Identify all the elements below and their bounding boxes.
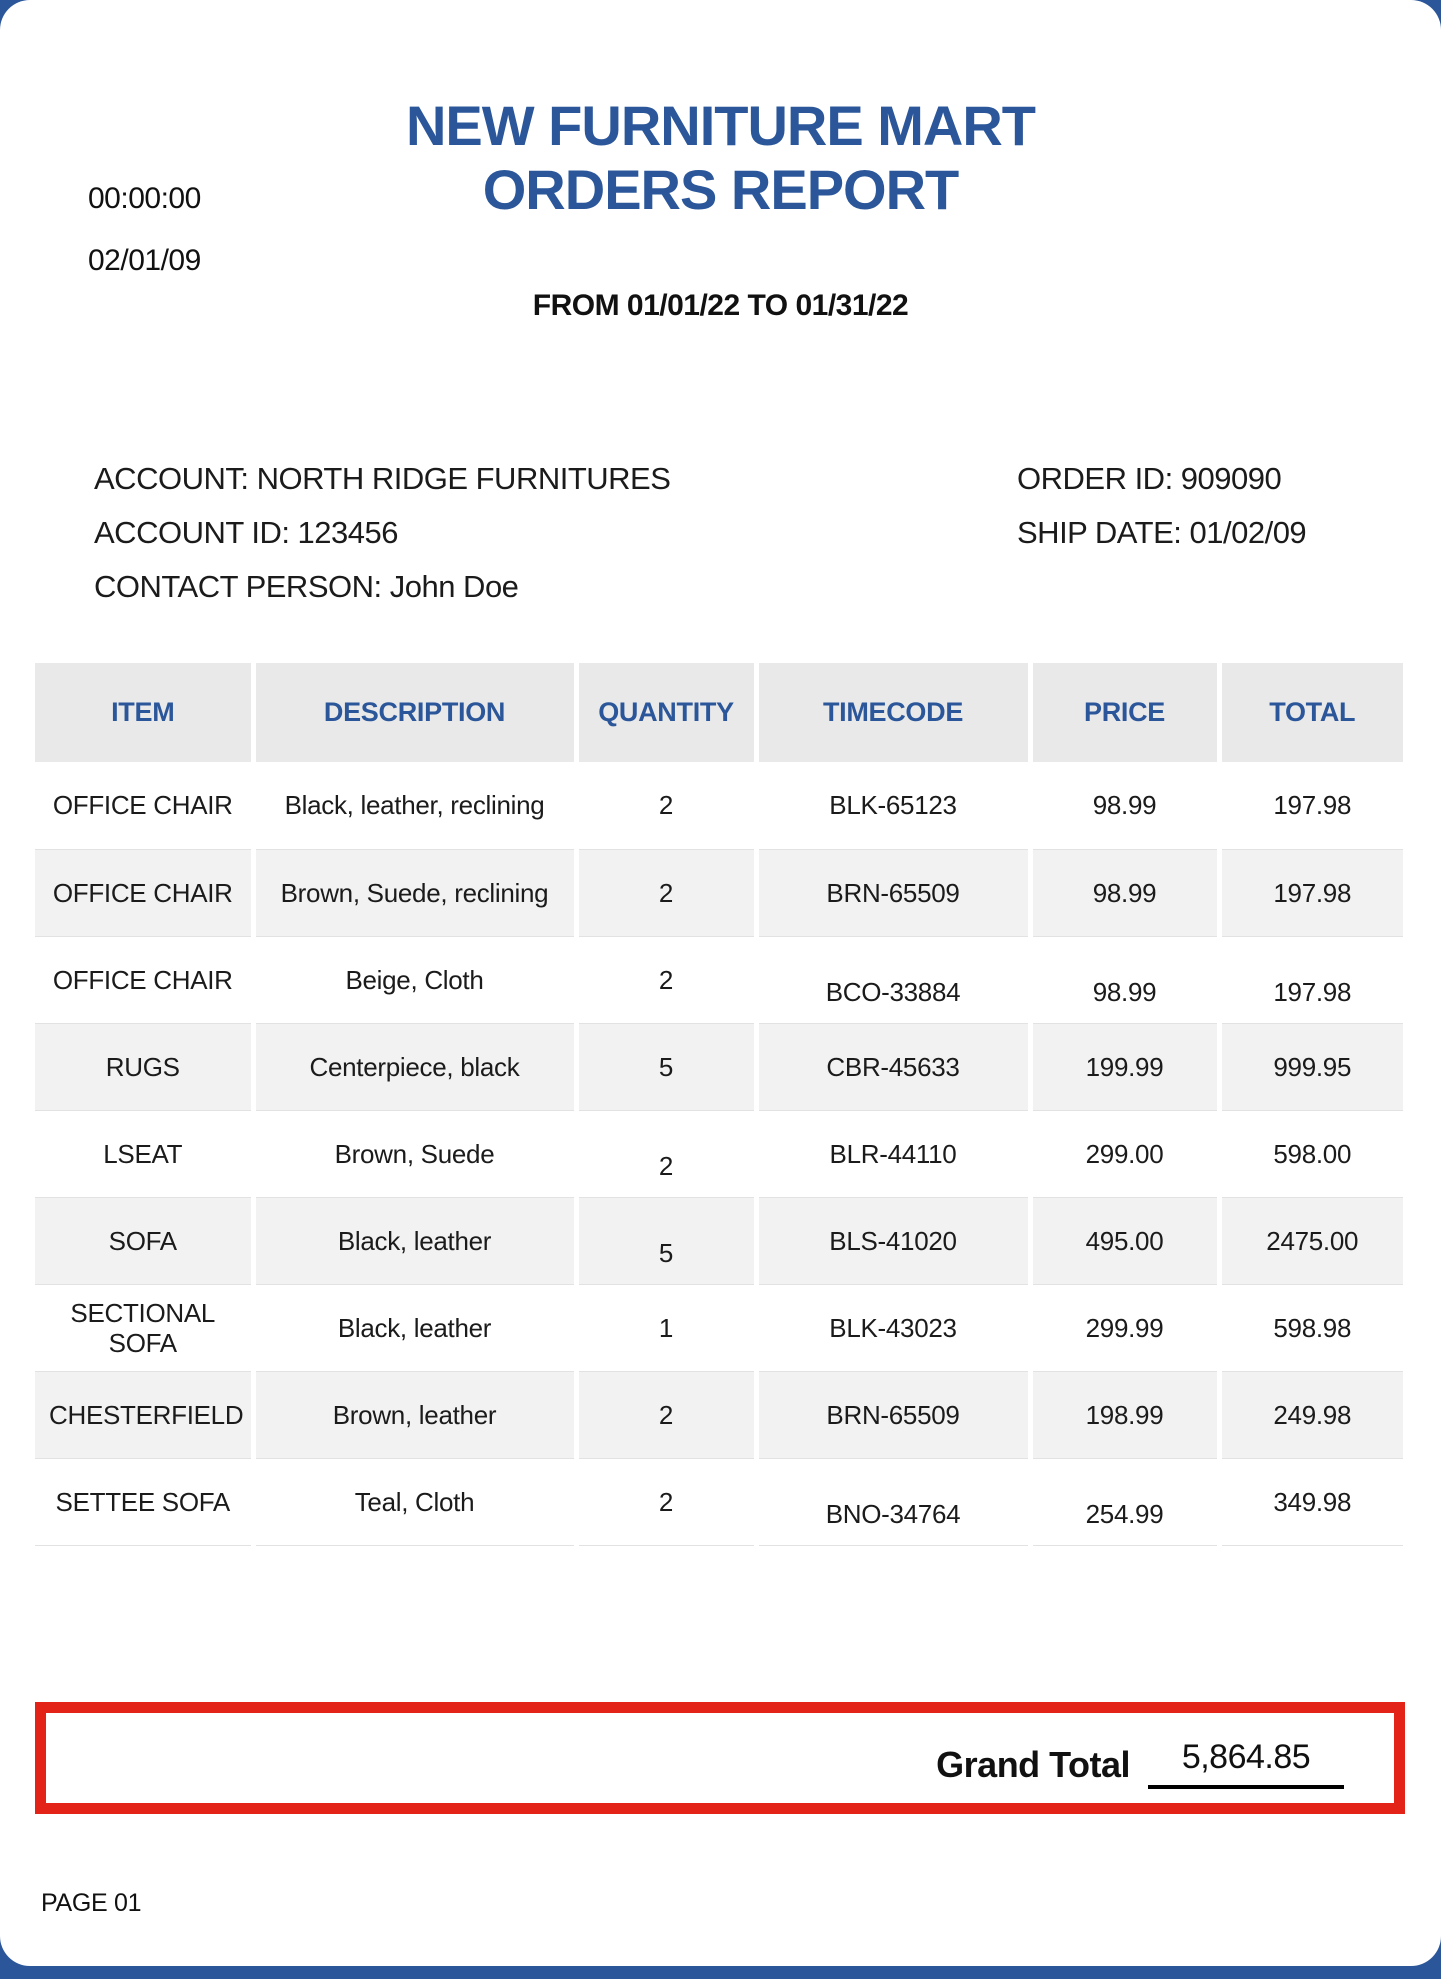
quantity-cell: 2 [576,1371,756,1458]
contact-person-line: CONTACT PERSON: John Doe [94,569,519,604]
quantity-cell: 2 [576,936,756,1023]
account-id-line: ACCOUNT ID: 123456 [94,515,398,550]
table-row [35,849,1403,936]
description-cell: Black, leather [253,1197,576,1284]
timecode-cell: BRN-65509 [756,1371,1030,1458]
column-header-description: DESCRIPTION [253,663,576,762]
table-row [35,1197,1403,1284]
quantity-cell: 2 [576,1458,756,1545]
report-time: 00:00:00 [88,182,201,215]
price-cell: 299.00 [1030,1110,1219,1197]
report-date-range: FROM 01/01/22 TO 01/31/22 [532,289,909,322]
total-cell: 249.98 [1219,1371,1403,1458]
grand-total-underline [1148,1738,1344,1789]
column-header-timecode: TIMECODE [756,663,1030,762]
timecode-cell: CBR-45633 [756,1023,1030,1110]
total-cell: 598.98 [1219,1284,1403,1371]
orders-table-body [35,762,1403,1545]
orders-table [35,663,1403,1546]
total-cell: 197.98 [1219,936,1403,1023]
quantity-cell: 1 [576,1284,756,1371]
description-cell: Teal, Cloth [253,1458,576,1545]
column-header-price: PRICE [1030,663,1219,762]
item-cell: OFFICE CHAIR [35,849,253,936]
price-cell: 254.99 [1030,1458,1219,1545]
item-cell: SECTIONAL SOFA [35,1284,253,1371]
report-title-line2: ORDERS REPORT [482,158,959,221]
description-cell: Brown, Suede, reclining [253,849,576,936]
timecode-cell: BNO-34764 [756,1458,1030,1545]
item-cell: CHESTERFIELD [35,1371,253,1458]
timecode-cell: BRN-65509 [756,849,1030,936]
report-title [0,94,1441,222]
total-cell: 349.98 [1219,1458,1403,1545]
description-cell: Black, leather [253,1284,576,1371]
quantity-cell: 2 [576,762,756,849]
grand-total-label: Grand Total [936,1744,1130,1785]
ship-date-line: SHIP DATE: 01/02/09 [1017,515,1307,550]
item-cell: OFFICE CHAIR [35,936,253,1023]
order-id-line: ORDER ID: 909090 [1017,461,1282,496]
table-row [35,1110,1403,1197]
table-row [35,762,1403,849]
orders-table-header [35,663,1403,762]
price-cell: 495.00 [1030,1197,1219,1284]
page-number: PAGE 01 [41,1889,142,1917]
price-cell: 98.99 [1030,849,1219,936]
timecode-cell: BCO-33884 [756,936,1030,1023]
timecode-cell: BLK-43023 [756,1284,1030,1371]
column-header-item: ITEM [35,663,253,762]
table-row [35,936,1403,1023]
grand-total-group [936,1738,1344,1789]
quantity-cell: 5 [576,1197,756,1284]
timecode-cell: BLK-65123 [756,762,1030,849]
column-header-total: TOTAL [1219,663,1403,762]
total-cell: 999.95 [1219,1023,1403,1110]
report-title-line1: NEW FURNITURE MART [405,94,1036,157]
timecode-cell: BLS-41020 [756,1197,1030,1284]
grand-total-box [35,1702,1405,1814]
price-cell: 299.99 [1030,1284,1219,1371]
item-cell: RUGS [35,1023,253,1110]
quantity-cell: 5 [576,1023,756,1110]
table-row [35,1371,1403,1458]
table-row [35,1023,1403,1110]
total-cell: 598.00 [1219,1110,1403,1197]
description-cell: Centerpiece, black [253,1023,576,1110]
item-cell: OFFICE CHAIR [35,762,253,849]
header-row [35,663,1403,762]
orders-table-container [35,663,1403,1546]
timecode-cell: BLR-44110 [756,1110,1030,1197]
order-info-block [1017,452,1306,560]
description-cell: Beige, Cloth [253,936,576,1023]
column-header-quantity: QUANTITY [576,663,756,762]
account-line: ACCOUNT: NORTH RIDGE FURNITURES [94,461,671,496]
grand-total-value: 5,864.85 [1181,1738,1311,1776]
total-cell: 2475.00 [1219,1197,1403,1284]
item-cell: SOFA [35,1197,253,1284]
price-cell: 98.99 [1030,762,1219,849]
quantity-cell: 2 [576,849,756,936]
account-info-block [94,452,670,614]
item-cell: SETTEE SOFA [35,1458,253,1545]
description-cell: Brown, leather [253,1371,576,1458]
price-cell: 198.99 [1030,1371,1219,1458]
table-row [35,1284,1403,1371]
description-cell: Black, leather, reclining [253,762,576,849]
price-cell: 98.99 [1030,936,1219,1023]
description-cell: Brown, Suede [253,1110,576,1197]
quantity-cell: 2 [576,1110,756,1197]
total-cell: 197.98 [1219,849,1403,936]
total-cell: 197.98 [1219,762,1403,849]
price-cell: 199.99 [1030,1023,1219,1110]
item-cell: LSEAT [35,1110,253,1197]
table-row [35,1458,1403,1545]
report-date: 02/01/09 [88,244,201,277]
